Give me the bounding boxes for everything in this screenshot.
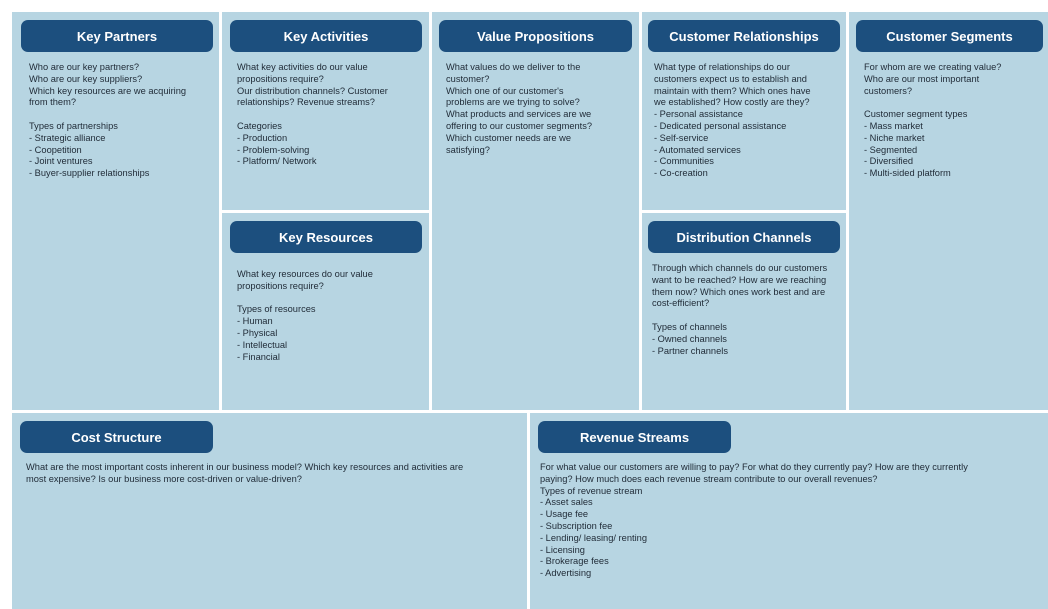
text-line: - Human — [237, 316, 273, 327]
key-resources-block — [222, 213, 429, 410]
distribution-channels-block — [642, 213, 846, 410]
revenue-streams-block — [530, 413, 1048, 609]
key-resources-text — [237, 269, 373, 363]
customer-segments-text — [864, 62, 1001, 180]
customer-relationships-text — [654, 62, 811, 180]
text-line: - Owned channels — [652, 333, 727, 344]
text-line: - Automated services — [654, 144, 741, 155]
text-line: cost-efficient? — [652, 298, 710, 309]
text-line: maintain with them? Which ones have — [654, 85, 811, 96]
key-partners-text — [29, 62, 186, 180]
text-line: - Advertising — [540, 568, 592, 579]
distribution-channels-header: Distribution Channels — [648, 221, 840, 253]
text-line: Which customer needs are we — [446, 132, 572, 143]
customer-segments-header: Customer Segments — [856, 20, 1043, 52]
text-line: Types of resources — [237, 304, 316, 315]
text-line: most expensive? Is our business more cost-driven or value-driven? — [26, 473, 302, 484]
text-line: customer? — [446, 73, 490, 84]
text-line: Customer segment types — [864, 109, 968, 120]
text-line: - Platform/ Network — [237, 156, 317, 167]
text-line: Which one of our customer's — [446, 85, 564, 96]
value-propositions-header: Value Propositions — [439, 20, 632, 52]
text-line: What products and services are we — [446, 109, 592, 120]
text-line: - Financial — [237, 351, 280, 362]
distribution-channels-text — [652, 263, 827, 357]
text-line: Who are our key suppliers? — [29, 73, 143, 84]
text-line: What values do we deliver to the — [446, 62, 581, 72]
business-model-canvas — [12, 12, 1048, 609]
text-line: propositions require? — [237, 280, 324, 291]
text-line: from them? — [29, 97, 77, 108]
text-line: - Buyer-supplier relationships — [29, 168, 150, 179]
text-line: - Production — [237, 132, 288, 143]
customer-relationships-header: Customer Relationships — [648, 20, 840, 52]
text-line: - Coopetition — [29, 144, 82, 155]
customer-segments-block — [849, 12, 1048, 410]
text-line: customers expect us to establish and — [654, 73, 807, 84]
text-line: What type of relationships do our — [654, 62, 790, 72]
text-line: offering to our customer segments? — [446, 120, 593, 131]
cost-structure-block — [12, 413, 527, 609]
value-propositions-text — [446, 62, 592, 156]
text-line: - Personal assistance — [654, 109, 743, 120]
text-line: Categories — [237, 120, 282, 131]
text-line: - Partner channels — [652, 345, 728, 356]
text-line: them now? Which ones work best and are — [652, 286, 826, 297]
text-line: - Problem-solving — [237, 144, 310, 155]
text-line: What are the most important costs inherent in our business model? Which key resources and activities are — [26, 462, 464, 472]
key-activities-block — [222, 12, 429, 210]
cost-structure-text — [26, 462, 463, 486]
text-line: Who are our key partners? — [29, 62, 140, 72]
text-line: Our distribution channels? Customer — [237, 85, 388, 96]
text-line: Types of partnerships — [29, 120, 118, 131]
text-line: - Mass market — [864, 120, 923, 131]
text-line: - Intellectual — [237, 339, 288, 350]
text-line: - Self-service — [654, 132, 709, 143]
text-line: - Licensing — [540, 544, 585, 555]
text-line: - Multi-sided platform — [864, 168, 951, 179]
text-line: - Joint ventures — [29, 156, 93, 167]
key-partners-header: Key Partners — [21, 20, 213, 52]
text-line: we established? How costly are they? — [654, 97, 810, 108]
text-line: satisfying? — [446, 144, 490, 155]
text-line: For whom are we creating value? — [864, 62, 1002, 72]
text-line: - Subscription fee — [540, 520, 613, 531]
text-line: - Segmented — [864, 144, 918, 155]
key-activities-text — [237, 62, 388, 168]
revenue-streams-text — [540, 462, 968, 580]
text-line: Types of channels — [652, 321, 727, 332]
text-line: customers? — [864, 85, 913, 96]
text-line: want to be reached? How are we reaching — [652, 274, 827, 285]
text-line: Who are our most important — [864, 73, 980, 84]
text-line: - Usage fee — [540, 509, 589, 520]
value-propositions-block — [432, 12, 639, 410]
key-partners-block — [12, 12, 219, 410]
key-activities-header: Key Activities — [230, 20, 422, 52]
text-line: - Dedicated personal assistance — [654, 120, 787, 131]
text-line: Types of revenue stream — [540, 485, 643, 496]
text-line: Through which channels do our customers — [652, 263, 828, 273]
text-line: - Niche market — [864, 132, 925, 143]
text-line: problems are we trying to solve? — [446, 97, 580, 108]
text-line: For what value our customers are willing to pay? For what do they currently pay? How are they currently — [540, 462, 968, 472]
text-line: - Lending/ leasing/ renting — [540, 532, 647, 543]
text-line: Which key resources are we acquiring — [29, 85, 187, 96]
text-line: - Co-creation — [654, 168, 708, 179]
text-line: relationships? Revenue streams? — [237, 97, 375, 108]
text-line: - Communities — [654, 156, 714, 167]
customer-relationships-block — [642, 12, 846, 210]
text-line: - Brokerage fees — [540, 556, 609, 567]
text-line: What key resources do our value — [237, 269, 373, 279]
text-line: What key activities do our value — [237, 62, 368, 72]
text-line: propositions require? — [237, 73, 324, 84]
text-line: - Diversified — [864, 156, 914, 167]
text-line: - Asset sales — [540, 497, 593, 508]
cost-structure-header: Cost Structure — [20, 421, 213, 453]
text-line: paying? How much does each revenue stream contribute to our overall revenues? — [540, 473, 878, 484]
text-line: - Strategic alliance — [29, 132, 106, 143]
revenue-streams-header: Revenue Streams — [538, 421, 731, 453]
key-resources-header: Key Resources — [230, 221, 422, 253]
text-line: - Physical — [237, 327, 278, 338]
